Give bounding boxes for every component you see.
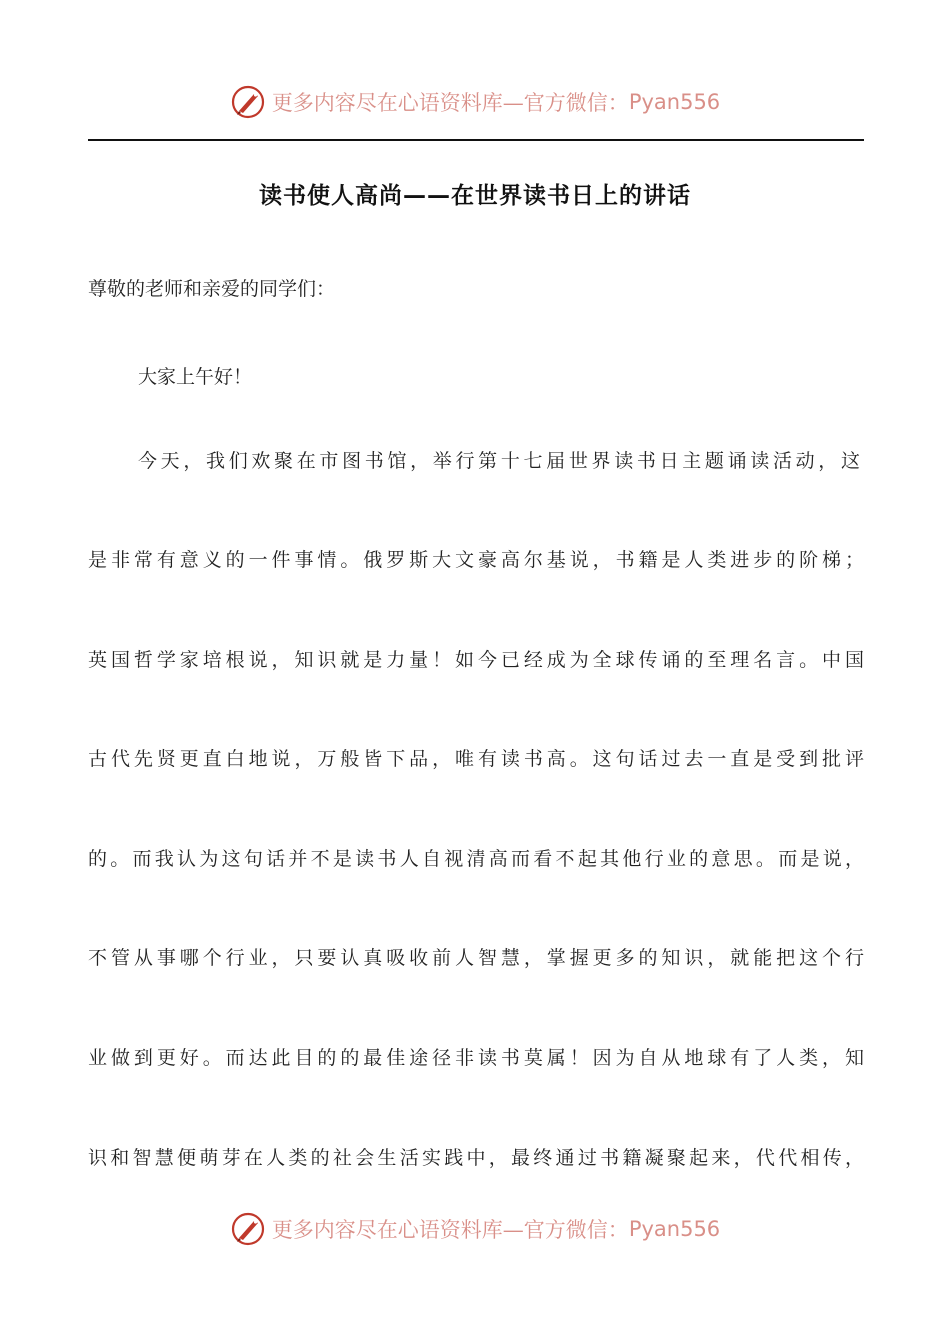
document-title: 读书使人高尚——在世界读书日上的讲话 [259, 183, 691, 209]
salutation: 尊敬的老师和亲爱的同学们： [88, 278, 336, 300]
paragraph-line: 古代先贤更直白地说，万般皆下品，唯有读书高。这句话过去一直是受到批评 [88, 748, 864, 770]
paragraph-line: 业做到更好。而达此目的的最佳途径非读书莫属！因为自从地球有了人类，知 [88, 1047, 864, 1069]
paragraph-line: 的。而我认为这句话并不是读书人自视清高而看不起其他行业的意思。而是说， [88, 848, 864, 870]
paragraph-line: 不管从事哪个行业，只要认真吸收前人智慧，掌握更多的知识，就能把这个行 [88, 947, 864, 969]
header-banner [0, 82, 950, 122]
paragraph-line: 是非常有意义的一件事情。俄罗斯大文豪高尔基说，书籍是人类进步的阶梯； [88, 549, 864, 571]
paragraph-line: 今天，我们欢聚在市图书馆，举行第十七届世界读书日主题诵读活动，这 [138, 450, 860, 472]
banner-text: 更多内容尽在心语资料库—官方微信： [271, 91, 629, 115]
header-divider [88, 139, 864, 141]
banner-text: 更多内容尽在心语资料库—官方微信： [271, 1218, 629, 1242]
banner-wechat-id: Pyan556 [628, 1217, 721, 1241]
paragraph-line: 英国哲学家培根说，知识就是力量！如今已经成为全球传诵的至理名言。中国 [88, 649, 864, 671]
pen-nib-logo-icon [230, 1211, 266, 1247]
pen-nib-logo-icon [230, 84, 266, 120]
paragraph-line: 识和智慧便萌芽在人类的社会生活实践中，最终通过书籍凝聚起来，代代相传， [88, 1147, 864, 1169]
greeting: 大家上午好！ [138, 366, 253, 388]
banner-wechat-id: Pyan556 [628, 90, 721, 114]
footer-banner [0, 1209, 950, 1249]
